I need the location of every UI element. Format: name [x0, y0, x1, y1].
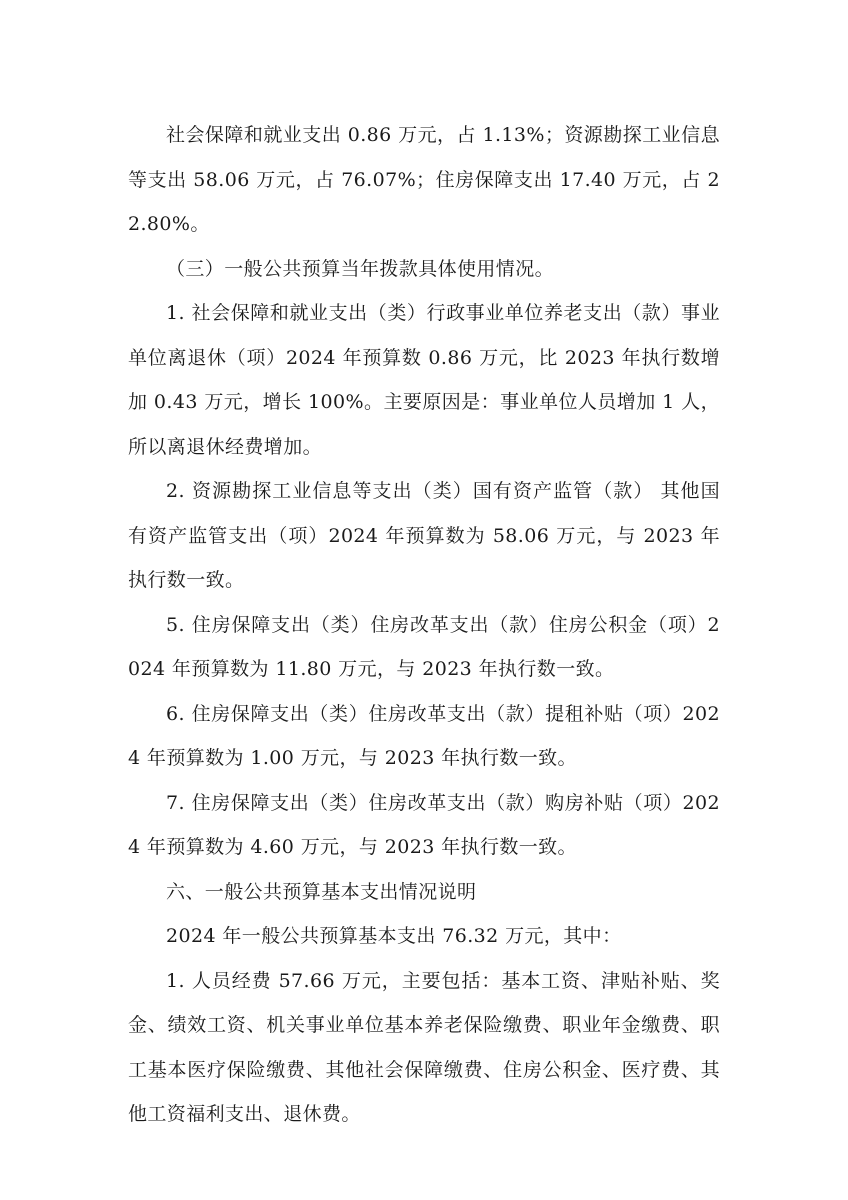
paragraph-basic-expenditure-total: 2024 年一般公共预算基本支出 76.32 万元，其中：	[166, 925, 622, 947]
section-heading-basic-expenditure: 六、一般公共预算基本支出情况说明	[166, 880, 477, 903]
paragraph-item-7-housing-purchase-subsidy: 7. 住房保障支出（类）住房改革支出（款）购房补贴（项）2024 年预算数为 4.60 万元，与 2023 年执行数一致。	[128, 791, 720, 858]
paragraph-expenditure-shares: 社会保障和就业支出 0.86 万元，占 1.13%；资源勘探工业信息等支出 58.06 万元，占 76.07%；住房保障支出 17.40 万元，占 22.80%。	[128, 124, 720, 235]
section-heading-current-year-appropriation: （三）一般公共预算当年拨款具体使用情况。	[166, 257, 555, 280]
paragraph-item-2-resource-exploration: 2. 资源勘探工业信息等支出（类）国有资产监管（款） 其他国有资产监管支出（项）2024 年预算数为 58.06 万元，与 2023 年执行数一致。	[128, 480, 720, 591]
paragraph-item-1-social-security: 1. 社会保障和就业支出（类）行政事业单位养老支出（款）事业单位离退休（项）2024 年预算数 0.86 万元，比 2023 年执行数增加 0.43 万元，增长 100%。主要原因是：事业单位人员增加 1 人，所以离退休经费增加。	[128, 302, 720, 458]
paragraph-item-5-housing-fund: 5. 住房保障支出（类）住房改革支出（款）住房公积金（项）2024 年预算数为 11.80 万元，与 2023 年执行数一致。	[128, 613, 720, 680]
paragraph-personnel-expenses: 1. 人员经费 57.66 万元，主要包括：基本工资、津贴补贴、奖金、绩效工资、机关事业单位基本养老保险缴费、职业年金缴费、职工基本医疗保险缴费、其他社会保障缴费、住房公积金、医疗费、其他工资福利支出、退休费。	[128, 969, 720, 1125]
paragraph-item-6-rent-subsidy: 6. 住房保障支出（类）住房改革支出（款）提租补贴（项）2024 年预算数为 1.00 万元，与 2023 年执行数一致。	[128, 702, 720, 769]
